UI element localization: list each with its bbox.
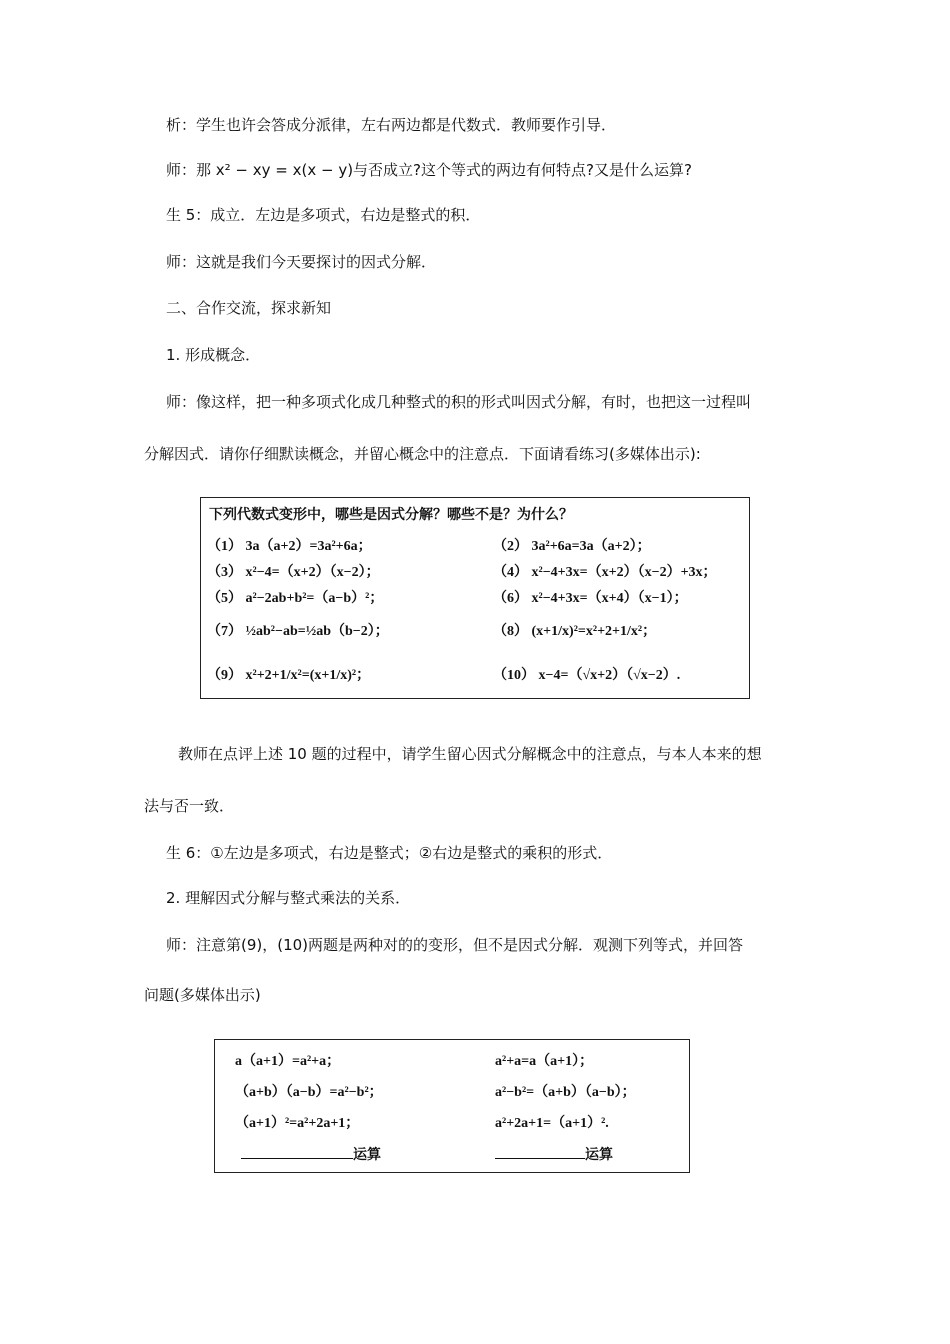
answer-blank-line [495,1158,585,1159]
paragraph-definition-2: 分解因式．请你仔细默读概念，并留心概念中的注意点．下面请看练习(多媒体出示): [144,445,701,463]
blank-label-right: 运算 [585,1147,613,1163]
exercise-item-9: （9） x²+2+1/x²=(x+1/x)²； [207,668,371,683]
subheading-relation: 2. 理解因式分解与整式乘法的关系． [166,889,411,907]
compare-right-1: a²+a=a（a+1）； [495,1054,594,1069]
paragraph-student-6: 生 6：①左边是多项式，右边是整式；②右边是整式的乘积的形式． [166,844,613,862]
compare-blank-left [241,1144,381,1164]
answer-blank-line [241,1158,353,1159]
exercise-item-7: （7） ½ab²−ab=½ab（b−2）； [207,624,389,639]
paragraph-2: 师：那 x² − xy = x(x − y)与否成立?这个等式的两边有何特点?又是什么运算? [166,161,692,179]
exercise-title: 下列代数式变形中，哪些是因式分解？哪些不是？为什么？ [209,507,573,523]
compare-left-2: （a+b）（a−b）=a²−b²； [235,1085,383,1100]
exercise-box [200,497,750,699]
paragraph-3: 生 5：成立．左边是多项式，右边是整式的积． [166,206,481,224]
compare-box [214,1039,690,1173]
compare-right-2: a²−b²=（a+b）（a−b）； [495,1085,636,1100]
paragraph-definition-1: 师：像这样，把一种多项式化成几种整式的积的形式叫因式分解，有时，也把这一过程叫 [166,393,752,411]
paragraph-review-2: 法与否一致． [144,797,235,815]
exercise-item-3: （3） x²−4=（x+2）（x−2）； [207,565,380,580]
subheading-form-concept: 1. 形成概念． [166,346,261,364]
exercise-item-1: （1） 3a（a+2）=3a²+6a； [207,539,372,554]
paragraph-observe-2: 问题(多媒体出示) [144,986,261,1004]
exercise-item-2: （2） 3a²+6a=3a（a+2）； [493,539,651,554]
exercise-item-10: （10） x−4=（√x+2）（√x−2）. [493,668,681,683]
exercise-item-8: （8） (x+1/x)²=x²+2+1/x²； [493,624,657,639]
paragraph-review-1: 教师在点评上述 10 题的过程中，请学生留心因式分解概念中的注意点，与本人本来的想 [178,745,762,763]
section-heading-2: 二、合作交流，探求新知 [166,299,332,317]
exercise-item-5: （5） a²−2ab+b²=（a−b）²； [207,591,384,606]
blank-label-left: 运算 [353,1147,381,1163]
paragraph-observe-1: 师：注意第(9)，(10)两题是两种对的的变形，但不是因式分解．观测下列等式，并回答 [166,936,744,954]
compare-right-3: a²+2a+1=（a+1）². [495,1116,609,1131]
paragraph-1: 析：学生也许会答成分派律，左右两边都是代数式．教师要作引导． [166,116,617,134]
exercise-item-6: （6） x²−4+3x=（x+4）（x−1）； [493,591,688,606]
compare-blank-right [495,1144,613,1164]
compare-left-1: a（a+1）=a²+a； [235,1054,341,1069]
exercise-item-4: （4） x²−4+3x=（x+2）（x−2）+3x； [493,565,717,580]
compare-left-3: （a+1）²=a²+2a+1； [235,1116,360,1131]
paragraph-4: 师：这就是我们今天要探讨的因式分解． [166,253,437,271]
